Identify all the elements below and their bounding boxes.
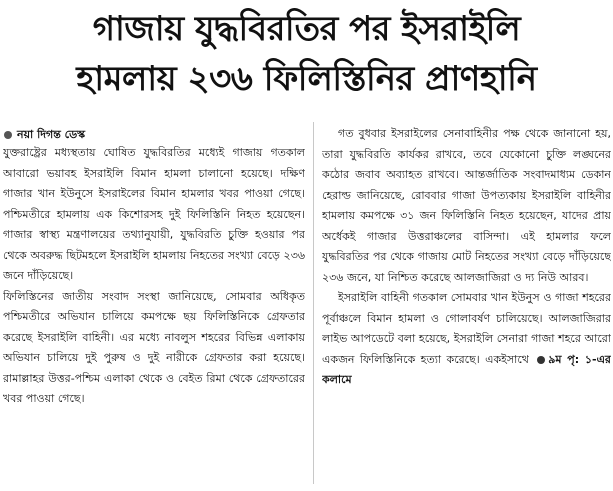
headline [0, 4, 613, 104]
headline-line-1: গাজায় যুদ্ধবিরতির পর ইসরাইলি [92, 9, 521, 49]
paragraph: ফিলিস্তিনের জাতীয় সংবাদ সংস্থা জানিয়েছে, সোমবার অধিকৃত পশ্চিমতীরে অভিযান চালিয়ে কমপক্ষে ছয় ফিলিস্তিনিকে গ্রেফতার করেছে ইসরাইলি বাহিনী। এর মধ্যে নাবলুস শহরের বিভিন্ন এলাকায় অভিযান চালিয়ে দুই পুরুষ ও দুই নারীকে গ্রেফতার করা হয়েছে। রামাল্লাহর উত্তর-পশ্চিম এলাকা থেকে ও বেইত রিমা থেকে গ্রেফতারের খবর পাওয়া গেছে। [3, 289, 305, 405]
column-divider [313, 122, 314, 484]
paragraph: যুক্তরাষ্ট্রের মধ্যস্থতায় ঘোষিত যুদ্ধবিরতির মধ্যেই গাজায় গতকাল আবারো ভয়াবহ ইসরাইলি বিমান হামলা চালানো হয়েছে। দক্ষিণ গাজার খান ইউনুসে ইসরাইলের বিমান হামলার খবর পাওয়া গেছে। পশ্চিমতীরে হামলায় এক কিশোরসহ দুই ফিলিস্তিনি নিহত হয়েছেন। গাজার স্বাস্থ্য মন্ত্রণালয়ের তথ্যানুযায়ী, যুদ্ধবিরতি চুক্তি হওয়ার পর থেকে অবরুদ্ধ ছিটমহলে ইসরাইলি হামলায় নিহতের সংখ্যা বেড়ে ২৩৬ জনে দাঁড়িয়েছে। [3, 146, 305, 282]
bullet-icon [4, 131, 12, 139]
paragraph: গত বুধবার ইসরাইলের সেনাবাহিনীর পক্ষ থেকে জানানো হয়, তারা যুদ্ধবিরতি কার্যকর রাখবে, তবে যেকোনো চুক্তি লঙ্ঘনের কঠোর জবাব অব্যাহত রাখবে। আন্তর্জাতিক সংবাদমাধ্যম ডেকান হেরাল্ড জানিয়েছে, রোববার গাজা উপত্যকায় ইসরাইলি বাহিনীর হামলায় কমপক্ষে ৩১ জন ফিলিস্তিনি নিহত হয়েছেন, যাদের প্রায় অর্ধেকই গাজার উত্তরাঞ্চলের বাসিন্দা। এই হামলার ফলে যুদ্ধবিরতির পর থেকে গাজায় মোট নিহতের সংখ্যা বেড়ে দাঁড়িয়েছে ২৩৬ জনে, যা নিশ্চিত করেছে আলজাজিরা ও দ্য নিউ আরব। [322, 127, 611, 284]
paragraph: ইসরাইলি বাহিনী গতকাল সোমবার খান ইউনুস ও গাজা শহরের পূর্বাঞ্চলে বিমান হামলা ও গোলাবর্ষণ চালিয়েছে। আলজাজিরার লাইভ আপডেটে বলা হয়েছে, ইসরাইলি সেনারা গাজা শহরে আরো একজন ফিলিস্তিনিকে হত্যা করেছে। একইসাথে ৯ম পৃ: ১-এর কলামে [322, 291, 611, 386]
bullet-icon [537, 356, 545, 364]
left-column [3, 143, 305, 485]
byline-text: নয়া দিগন্ত ডেস্ক [17, 128, 86, 141]
continuation-reference: ৯ম পৃ: ১-এর কলামে [322, 352, 611, 386]
headline-line-2: হামলায় ২৩৬ ফিলিস্তিনির প্রাণহানি [76, 59, 537, 99]
byline [4, 127, 304, 143]
right-column [322, 124, 611, 485]
